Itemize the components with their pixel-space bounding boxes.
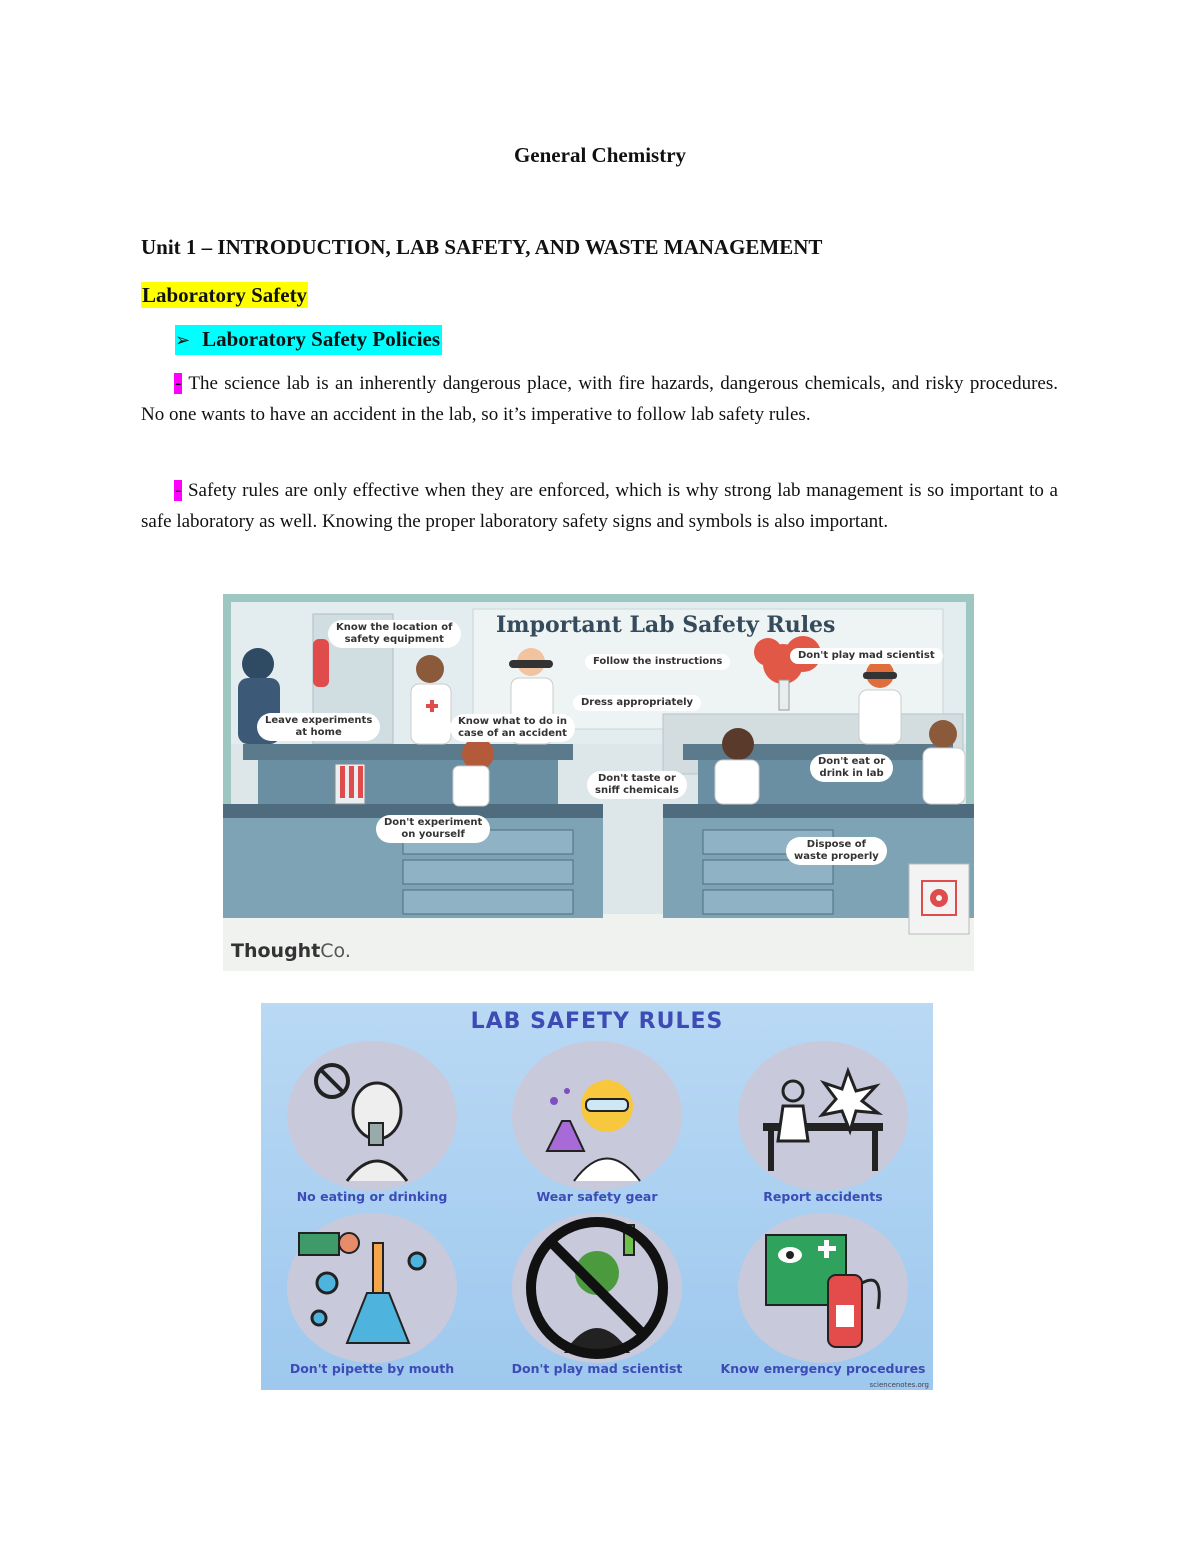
bubble-dress: Dress appropriately — [573, 695, 701, 711]
paragraph-bullet: - — [175, 480, 182, 501]
section-heading: Laboratory Safety — [142, 283, 308, 307]
rule-label-report-accidents: Report accidents — [763, 1189, 883, 1204]
paragraph-1 — [141, 368, 1058, 430]
infographic-title: LAB SAFETY RULES — [470, 1009, 724, 1034]
arrow-bullet-icon: ➢ — [175, 330, 191, 351]
lab-safety-illustration — [223, 594, 974, 971]
bubble-follow-instructions: Follow the instructions — [585, 654, 730, 670]
rule-label-emergency-procedures: Know emergency procedures — [720, 1361, 926, 1376]
emergency-procedures-icon — [738, 1213, 908, 1363]
unit-heading: Unit 1 – INTRODUCTION, LAB SAFETY, AND WASTE MANAGEMENT — [141, 235, 823, 259]
paragraph-text: The science lab is an inherently dangerous place, with fire hazards, dangerous chemicals, and risky procedures. No one wants to have an accident in the lab, so it’s imperative to follow lab safety rules. — [141, 373, 1058, 425]
bubble-experiment-self: Don't experiment on yourself — [376, 815, 490, 843]
bubble-eat: Don't eat or drink in lab — [810, 754, 893, 782]
subsection-heading-text: Laboratory Safety Policies — [202, 327, 441, 351]
page-title: General Chemistry — [513, 143, 687, 167]
bubble-leave-home: Leave experiments at home — [257, 713, 380, 741]
no-mad-scientist-icon — [512, 1213, 682, 1363]
bubble-dispose: Dispose of waste properly — [786, 837, 887, 865]
bubble-taste: Don't taste or sniff chemicals — [587, 771, 687, 799]
bubble-mad-scientist: Don't play mad scientist — [790, 648, 943, 664]
thoughtco-logo — [231, 940, 351, 962]
paragraph-text: Safety rules are only effective when they are enforced, which is why strong lab management is so important to a safe laboratory as well. Knowing the proper laboratory safety signs and symbols is also important. — [141, 480, 1058, 532]
figure-title: Important Lab Safety Rules — [496, 612, 836, 638]
subsection-heading — [175, 325, 442, 355]
rule-label-no-mad-scientist: Don't play mad scientist — [511, 1361, 683, 1376]
rule-label-safety-gear: Wear safety gear — [536, 1189, 658, 1204]
paragraph-bullet: - — [175, 373, 182, 394]
bubble-know-location: Know the location of safety equipment — [328, 620, 461, 648]
brand-name: Thought — [231, 940, 321, 962]
rule-label-no-pipette: Don't pipette by mouth — [289, 1361, 455, 1376]
brand-suffix: Co. — [320, 940, 351, 962]
bubble-accident: Know what to do in case of an accident — [450, 714, 575, 742]
lab-safety-rules-infographic — [261, 1003, 933, 1390]
safety-gear-icon — [512, 1041, 682, 1191]
no-pipette-icon — [287, 1213, 457, 1363]
image-credit: sciencenotes.org — [869, 1381, 929, 1389]
paragraph-2 — [141, 475, 1058, 537]
report-accidents-icon — [738, 1041, 908, 1191]
rule-label-no-eating: No eating or drinking — [296, 1189, 448, 1204]
no-eating-icon — [287, 1041, 457, 1191]
